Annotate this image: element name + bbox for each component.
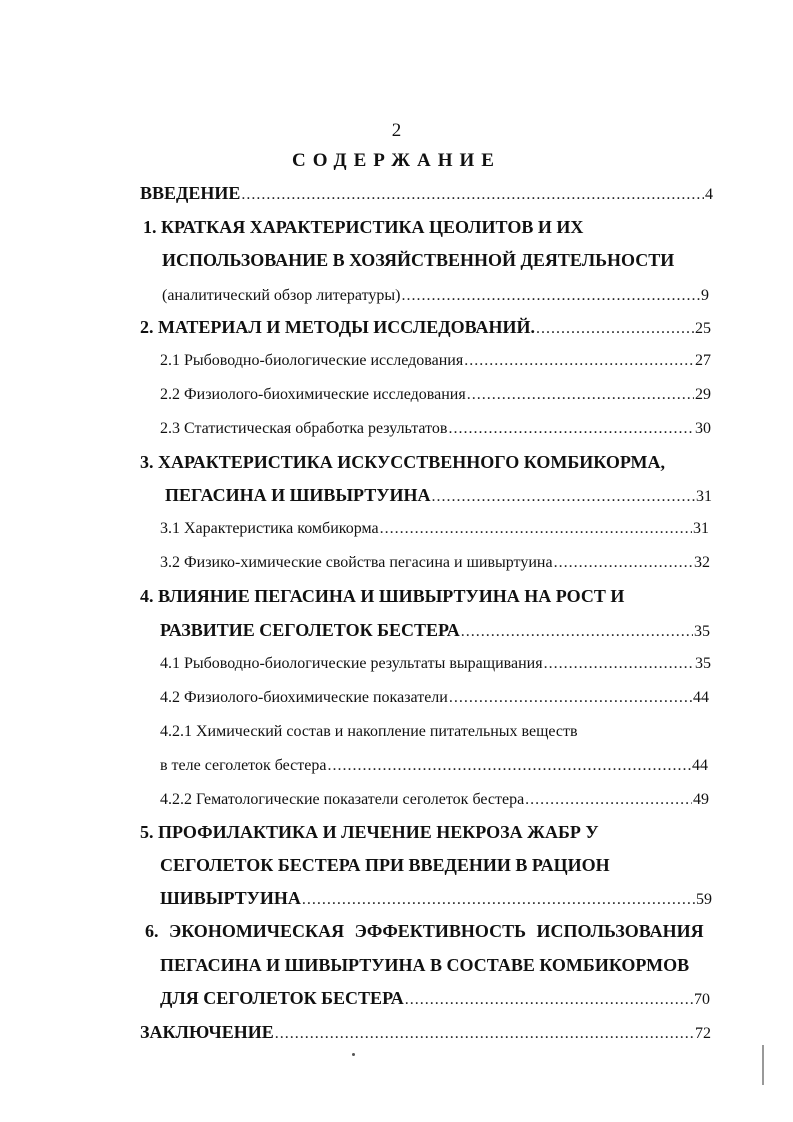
toc-leader-dots: [401, 286, 700, 305]
toc-chapter-1-line2: ИСПОЛЬЗОВАНИЕ В ХОЗЯЙСТВЕННОЙ ДЕЯТЕЛЬНОСТИ: [162, 250, 675, 270]
toc-leader-dots: [449, 688, 692, 707]
toc-entry-page: 49: [693, 791, 709, 808]
toc-entry-2-2: [160, 385, 711, 404]
toc-entry-page: 4: [705, 186, 713, 203]
toc-entry-page: 72: [695, 1025, 711, 1042]
toc-entry-page: 59: [696, 891, 712, 908]
toc-entry-text: ЗАКЛЮЧЕНИЕ: [140, 1022, 274, 1042]
toc-chapter-5-line1: 5. ПРОФИЛАКТИКА И ЛЕЧЕНИЕ НЕКРОЗА ЖАБР У: [140, 822, 599, 842]
toc-title: СОДЕРЖАНИЕ: [292, 150, 501, 171]
toc-entry-text: 2. МАТЕРИАЛ И МЕТОДЫ ИССЛЕДОВАНИЙ.: [140, 317, 535, 337]
toc-entry-page: 31: [693, 520, 709, 537]
toc-leader-dots: [241, 185, 704, 204]
toc-entry-page: 44: [693, 689, 709, 706]
toc-entry-text: 3.2 Физико-химические свойства пегасина и шивыртуина: [160, 554, 553, 571]
toc-entry-4-2-1: [160, 756, 708, 775]
toc-entry-text: (аналитический обзор литературы): [162, 287, 401, 304]
toc-entry-text: ДЛЯ СЕГОЛЕТОК БЕСТЕРА: [160, 988, 404, 1008]
toc-entry-chapter-3: [165, 485, 712, 507]
toc-entry-text: ШИВЫРТУИНА: [160, 888, 301, 908]
toc-leader-dots: [461, 622, 693, 641]
toc-entry-text: ВВЕДЕНИЕ: [140, 183, 241, 203]
scan-edge-mark: [762, 1045, 764, 1085]
toc-leader-dots: [380, 519, 692, 538]
toc-entry-text: ПЕГАСИНА И ШИВЫРТУИНА: [165, 485, 431, 505]
toc-entry-text: в теле сеголеток бестера: [160, 757, 327, 774]
toc-entry-4-1: [160, 654, 711, 673]
toc-entry-chapter-1: [162, 286, 709, 305]
toc-entry-text: РАЗВИТИЕ СЕГОЛЕТОК БЕСТЕРА: [160, 620, 460, 640]
scan-speck: [352, 1053, 355, 1056]
toc-entry-chapter-5: [160, 888, 712, 910]
toc-entry-4-2-2: [160, 790, 709, 809]
toc-entry-page: 25: [695, 320, 711, 337]
toc-leader-dots: [448, 419, 694, 438]
toc-leader-dots: [525, 790, 692, 809]
toc-entry-text: 2.1 Рыбоводно-биологические исследования: [160, 352, 464, 369]
toc-chapter-3-line1: 3. ХАРАКТЕРИСТИКА ИСКУССТВЕННОГО КОМБИКОРМА,: [140, 452, 665, 472]
toc-entry-conclusion: [140, 1022, 711, 1044]
toc-entry-page: 27: [695, 352, 711, 369]
toc-leader-dots: [275, 1024, 694, 1043]
toc-entry-text: 2.2 Физиолого-биохимические исследования: [160, 386, 466, 403]
toc-entry-intro: [140, 183, 713, 205]
toc-chapter-1-line1: 1. КРАТКАЯ ХАРАКТЕРИСТИКА ЦЕОЛИТОВ И ИХ: [143, 217, 584, 237]
toc-entry-page: 29: [695, 386, 711, 403]
toc-entry-text: 2.3 Статистическая обработка результатов: [160, 420, 448, 437]
toc-entry-page: 35: [694, 623, 710, 640]
toc-entry-3-2: [160, 553, 710, 572]
toc-entry-text: 4.2 Физиолого-биохимические показатели: [160, 689, 448, 706]
toc-entry-2-1: [160, 351, 711, 370]
toc-leader-dots: [327, 756, 691, 775]
toc-entry-chapter-2: [140, 317, 711, 339]
toc-entry-page: 30: [695, 420, 711, 437]
toc-chapter-6-line2: ПЕГАСИНА И ШИВЫРТУИНА В СОСТАВЕ КОМБИКОРМОВ: [160, 955, 690, 975]
toc-entry-page: 9: [701, 287, 709, 304]
toc-entry-3-1: [160, 519, 709, 538]
toc-leader-dots: [302, 890, 695, 909]
toc-leader-dots: [431, 487, 695, 506]
toc-leader-dots: [544, 654, 694, 673]
toc-leader-dots: [536, 319, 694, 338]
toc-entry-page: 31: [696, 488, 712, 505]
toc-entry-chapter-4: [160, 620, 710, 642]
toc-entry-page: 32: [694, 554, 710, 571]
toc-chapter-4-line1: 4. ВЛИЯНИЕ ПЕГАСИНА И ШИВЫРТУИНА НА РОСТ И: [140, 586, 625, 606]
toc-entry-page: 70: [694, 991, 710, 1008]
toc-leader-dots: [464, 351, 694, 370]
toc-leader-dots: [554, 553, 693, 572]
toc-entry-page: 35: [695, 655, 711, 672]
toc-entry-text: 4.2.2 Гематологические показатели сеголеток бестера: [160, 791, 525, 808]
toc-entry-text: 4.1 Рыбоводно-биологические результаты выращивания: [160, 655, 543, 672]
toc-entry-4-2: [160, 688, 709, 707]
toc-entry-text: 3.1 Характеристика комбикорма: [160, 520, 379, 537]
toc-entry-chapter-6: [160, 988, 710, 1010]
toc-entry-4-2-1-line1: 4.2.1 Химический состав и накопление питательных веществ: [160, 723, 578, 740]
toc-entry-2-3: [160, 419, 711, 438]
toc-leader-dots: [405, 990, 693, 1009]
toc-entry-page: 44: [692, 757, 708, 774]
toc-leader-dots: [467, 385, 694, 404]
page-number: 2: [391, 120, 402, 141]
toc-chapter-5-line2: СЕГОЛЕТОК БЕСТЕРА ПРИ ВВЕДЕНИИ В РАЦИОН: [160, 855, 610, 875]
toc-chapter-6-line1: 6. ЭКОНОМИЧЕСКАЯ ЭФФЕКТИВНОСТЬ ИСПОЛЬЗОВАНИЯ: [145, 921, 704, 941]
